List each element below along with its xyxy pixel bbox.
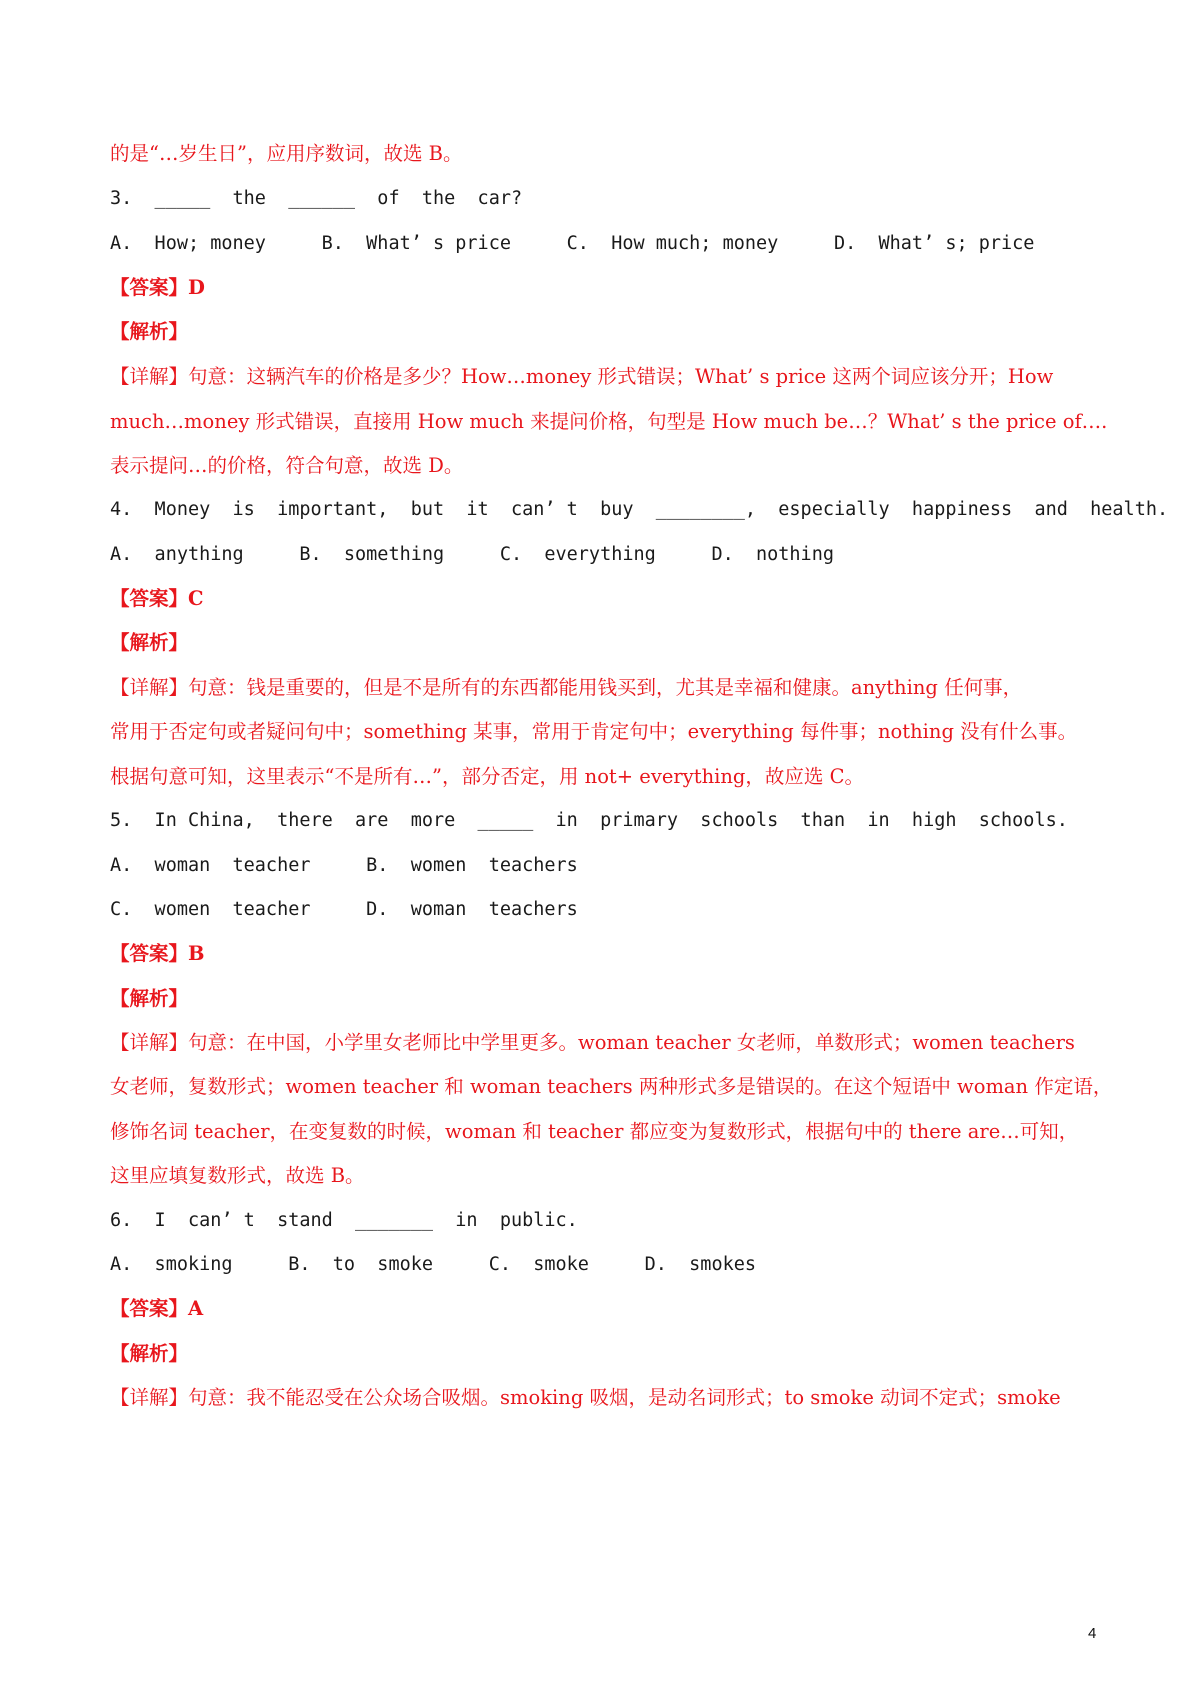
- explanation-3-line-2: much…money 形式错误，直接用 How much 来提问价格，句型是 How much be…？What’ s the price of….: [110, 410, 1108, 433]
- explanation-4-line-1: 【详解】句意：钱是重要的，但是不是所有的东西都能用钱买到，尤其是幸福和健康。anything 任何事，: [110, 676, 1023, 699]
- question-4-options: A. anything B. something C. everything D. nothing: [110, 544, 834, 565]
- analysis-heading-5: 【解析】: [110, 987, 189, 1010]
- question-5-options-cd: C. women teacher D. woman teachers: [110, 899, 578, 920]
- page-number: 4: [1088, 1625, 1097, 1642]
- answer-3: 【答案】D: [110, 276, 205, 299]
- explanation-3-line-3: 表示提问…的价格，符合句意，故选 D。: [110, 454, 464, 477]
- question-6-options: A. smoking B. to smoke C. smoke D. smokes: [110, 1254, 757, 1275]
- explanation-4-line-3: 根据句意可知，这里表示“不是所有…”，部分否定，用 not+ everything，故应选 C。: [110, 765, 865, 788]
- question-3-options: A. How; money B. What’ s price C. How much; money D. What’ s; price: [110, 233, 1035, 254]
- answer-5: 【答案】B: [110, 942, 205, 965]
- analysis-heading-4: 【解析】: [110, 631, 189, 654]
- analysis-heading-3: 【解析】: [110, 320, 189, 343]
- question-5: 5. In China, there are more _____ in primary schools than in high schools.: [110, 810, 1068, 831]
- explanation-4-line-2: 常用于否定句或者疑问句中；something 某事，常用于肯定句中；everything 每件事；nothing 没有什么事。: [110, 720, 1078, 743]
- explanation-5-line-2: 女老师，复数形式；women teacher 和 woman teachers 两种形式多是错误的。在这个短语中 woman 作定语，: [110, 1075, 1113, 1098]
- explanation-5-line-3: 修饰名词 teacher，在变复数的时候，woman 和 teacher 都应变为复数形式，根据句中的 there are…可知，: [110, 1120, 1079, 1143]
- question-4: 4. Money is important, but it can’ t buy ________, especially happiness and health.: [110, 499, 1169, 520]
- explanation-3-line-1: 【详解】句意：这辆汽车的价格是多少？How…money 形式错误；What’ s price 这两个词应该分开；How: [110, 365, 1054, 388]
- question-6: 6. I can’ t stand _______ in public.: [110, 1210, 578, 1231]
- explanation-tail-q2: 的是“…岁生日”，应用序数词，故选 B。: [110, 142, 463, 165]
- explanation-5-line-1: 【详解】句意：在中国，小学里女老师比中学里更多。woman teacher 女老师，单数形式；women teachers: [110, 1031, 1075, 1054]
- question-5-options-ab: A. woman teacher B. women teachers: [110, 855, 578, 876]
- answer-4: 【答案】C: [110, 587, 204, 610]
- question-3: 3. _____ the ______ of the car?: [110, 188, 523, 209]
- explanation-5-line-4: 这里应填复数形式，故选 B。: [110, 1164, 365, 1187]
- explanation-6-line-1: 【详解】句意：我不能忍受在公众场合吸烟。smoking 吸烟，是动名词形式；to smoke 动词不定式；smoke: [110, 1386, 1061, 1409]
- analysis-heading-6: 【解析】: [110, 1342, 189, 1365]
- answer-6: 【答案】A: [110, 1297, 204, 1320]
